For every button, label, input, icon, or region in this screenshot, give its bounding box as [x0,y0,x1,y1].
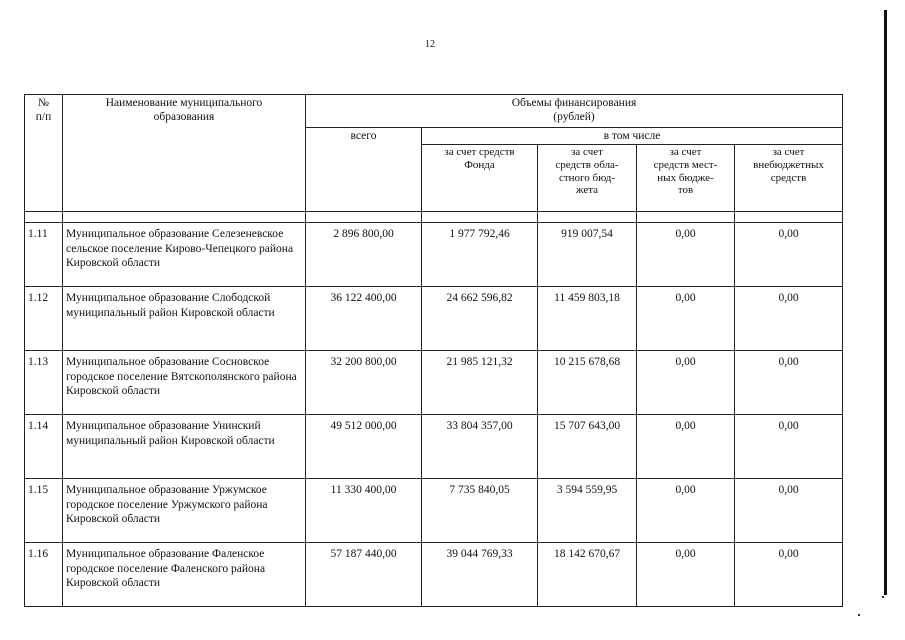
fund-amount: 7 735 840,05 [422,479,538,543]
total-amount: 57 187 440,00 [306,543,422,607]
row-number: 1.14 [25,415,63,479]
regional-amount: 10 215 678,68 [538,351,637,415]
local-amount: 0,00 [637,351,735,415]
total-amount: 49 512 000,00 [306,415,422,479]
fund-amount: 1 977 792,46 [422,223,538,287]
header-total: всего [306,128,422,212]
total-amount: 2 896 800,00 [306,223,422,287]
header-fund: за счет средств Фонда [422,145,538,212]
row-number: 1.16 [25,543,63,607]
municipality-name: Муниципальное образование Уржумское городское поселение Уржумского района Кировской области [63,479,306,543]
fund-amount: 24 662 596,82 [422,287,538,351]
extrabudget-amount: 0,00 [735,351,843,415]
regional-amount: 18 142 670,67 [538,543,637,607]
scan-edge-line [884,10,887,595]
row-number: 1.15 [25,479,63,543]
table-row [25,543,843,607]
header-regional: за счет средств обла- стного бюд- жета [538,145,637,212]
row-number: 1.13 [25,351,63,415]
local-amount: 0,00 [637,543,735,607]
local-amount: 0,00 [637,415,735,479]
extrabudget-amount: 0,00 [735,415,843,479]
extrabudget-amount: 0,00 [735,287,843,351]
scan-speck [858,614,860,616]
table-row [25,351,843,415]
table-row [25,223,843,287]
municipality-name: Муниципальное образование Селезеневское сельское поселение Кирово-Чепецкого района Кировской области [63,223,306,287]
header-including: в том числе [422,128,843,145]
fund-amount: 33 804 357,00 [422,415,538,479]
header-number: № п/п [25,95,63,212]
funding-table [24,94,843,607]
scan-speck [882,596,884,598]
regional-amount: 919 007,54 [538,223,637,287]
local-amount: 0,00 [637,287,735,351]
municipality-name: Муниципальное образование Слободской муниципальный район Кировской области [63,287,306,351]
header-local: за счет средств мест- ных бюдже- тов [637,145,735,212]
total-amount: 36 122 400,00 [306,287,422,351]
row-number: 1.12 [25,287,63,351]
row-number: 1.11 [25,223,63,287]
municipality-name: Муниципальное образование Унинский муниципальный район Кировской области [63,415,306,479]
regional-amount: 3 594 559,95 [538,479,637,543]
page-number: 12 [425,39,435,50]
table-row [25,287,843,351]
header-spacer-row [25,212,843,223]
local-amount: 0,00 [637,479,735,543]
header-funding-title: Объемы финансирования (рублей) [306,95,843,128]
regional-amount: 15 707 643,00 [538,415,637,479]
total-amount: 32 200 800,00 [306,351,422,415]
extrabudget-amount: 0,00 [735,479,843,543]
table-row [25,415,843,479]
local-amount: 0,00 [637,223,735,287]
total-amount: 11 330 400,00 [306,479,422,543]
regional-amount: 11 459 803,18 [538,287,637,351]
extrabudget-amount: 0,00 [735,223,843,287]
municipality-name: Муниципальное образование Фаленское городское поселение Фаленского района Кировской области [63,543,306,607]
extrabudget-amount: 0,00 [735,543,843,607]
table-row [25,479,843,543]
header-extrabudget: за счет внебюджетных средств [735,145,843,212]
fund-amount: 21 985 121,32 [422,351,538,415]
header-name: Наименование муниципального образования [63,95,306,212]
municipality-name: Муниципальное образование Сосновское городское поселение Вятскополянского района Кировской области [63,351,306,415]
fund-amount: 39 044 769,33 [422,543,538,607]
